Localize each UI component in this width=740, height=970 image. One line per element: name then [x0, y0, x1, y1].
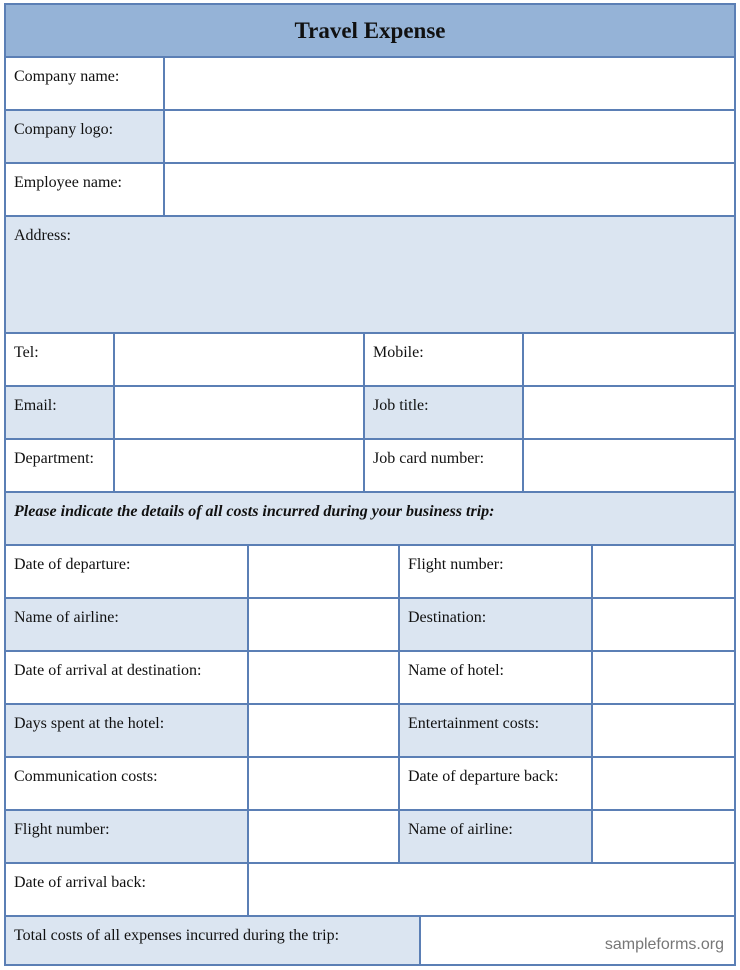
date-of-arrival-back-input[interactable]	[249, 864, 734, 915]
address-label: Address:	[14, 227, 71, 244]
date-of-departure-back-input[interactable]	[593, 758, 734, 809]
row-departure-flight	[6, 546, 734, 599]
destination-label: Destination:	[400, 599, 593, 650]
total-costs-label: Total costs of all expenses incurred during the trip:	[6, 917, 421, 964]
tel-label: Tel:	[6, 334, 115, 385]
row-tel-mobile	[6, 334, 734, 387]
company-name-label: Company name:	[6, 58, 165, 109]
name-of-hotel-label: Name of hotel:	[400, 652, 593, 703]
row-instruction	[6, 493, 734, 546]
department-label: Department:	[6, 440, 115, 491]
date-of-departure-label: Date of departure:	[6, 546, 249, 597]
job-title-input[interactable]	[524, 387, 734, 438]
row-communication-departure-back	[6, 758, 734, 811]
form-title: Travel Expense	[6, 5, 734, 58]
row-company-name	[6, 58, 734, 111]
date-of-arrival-input[interactable]	[249, 652, 400, 703]
flight-number-back-label: Flight number:	[6, 811, 249, 862]
row-company-logo	[6, 111, 734, 164]
employee-name-input[interactable]	[165, 164, 734, 215]
days-at-hotel-input[interactable]	[249, 705, 400, 756]
trip-instruction: Please indicate the details of all costs incurred during your business trip:	[6, 493, 734, 544]
row-arrival-back	[6, 864, 734, 917]
row-days-entertainment	[6, 705, 734, 758]
date-of-departure-back-label: Date of departure back:	[400, 758, 593, 809]
row-address	[6, 217, 734, 334]
date-of-arrival-back-label: Date of arrival back:	[6, 864, 249, 915]
name-of-airline-back-input[interactable]	[593, 811, 734, 862]
flight-number-input[interactable]	[593, 546, 734, 597]
row-flight-airline-back	[6, 811, 734, 864]
job-card-number-input[interactable]	[524, 440, 734, 491]
travel-expense-form	[4, 3, 736, 966]
name-of-airline-input[interactable]	[249, 599, 400, 650]
name-of-hotel-input[interactable]	[593, 652, 734, 703]
row-department-jobcard	[6, 440, 734, 493]
row-email-jobtitle	[6, 387, 734, 440]
row-arrival-hotel	[6, 652, 734, 705]
row-total	[6, 917, 734, 964]
entertainment-costs-input[interactable]	[593, 705, 734, 756]
entertainment-costs-label: Entertainment costs:	[400, 705, 593, 756]
mobile-input[interactable]	[524, 334, 734, 385]
name-of-airline-label: Name of airline:	[6, 599, 249, 650]
total-costs-input[interactable]	[421, 917, 734, 964]
communication-costs-input[interactable]	[249, 758, 400, 809]
communication-costs-label: Communication costs:	[6, 758, 249, 809]
date-of-departure-input[interactable]	[249, 546, 400, 597]
watermark: sampleforms.org	[604, 936, 724, 953]
mobile-label: Mobile:	[365, 334, 524, 385]
employee-name-label: Employee name:	[6, 164, 165, 215]
company-name-input[interactable]	[165, 58, 734, 109]
company-logo-label: Company logo:	[6, 111, 165, 162]
row-employee-name	[6, 164, 734, 217]
destination-input[interactable]	[593, 599, 734, 650]
company-logo-input[interactable]	[165, 111, 734, 162]
flight-number-label: Flight number:	[400, 546, 593, 597]
tel-input[interactable]	[115, 334, 365, 385]
row-airline-destination	[6, 599, 734, 652]
date-of-arrival-label: Date of arrival at destination:	[6, 652, 249, 703]
name-of-airline-back-label: Name of airline:	[400, 811, 593, 862]
email-input[interactable]	[115, 387, 365, 438]
days-at-hotel-label: Days spent at the hotel:	[6, 705, 249, 756]
job-title-label: Job title:	[365, 387, 524, 438]
job-card-number-label: Job card number:	[365, 440, 524, 491]
department-input[interactable]	[115, 440, 365, 491]
address-field[interactable]	[6, 217, 734, 332]
email-label: Email:	[6, 387, 115, 438]
flight-number-back-input[interactable]	[249, 811, 400, 862]
